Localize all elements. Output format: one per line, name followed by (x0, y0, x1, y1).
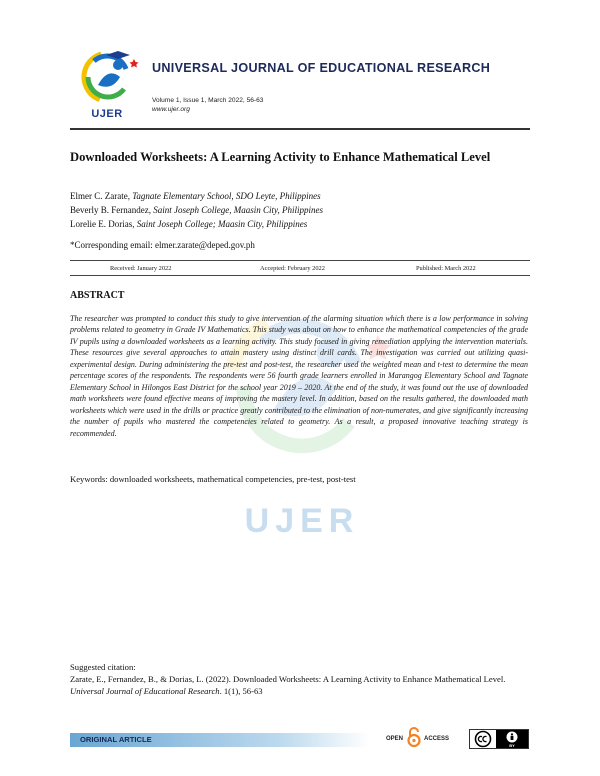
author-name: Elmer C. Zarate, (70, 191, 133, 201)
open-access-text-left: OPEN (386, 736, 404, 742)
dates-divider-top (70, 260, 530, 261)
creative-commons-icon (470, 730, 496, 748)
journal-title: UNIVERSAL JOURNAL OF EDUCATIONAL RESEARCH (152, 61, 491, 75)
received-date: Received: January 2022 (110, 265, 172, 272)
author-line (70, 219, 307, 229)
citation-label: Suggested citation: (70, 662, 136, 672)
abstract-heading: ABSTRACT (70, 290, 125, 301)
citation-plain: Zarate, E., Fernandez, B., & Dorias, L. (2022). Downloaded Worksheets: A Learning Activity to Enhance Mathematical Level. (70, 674, 506, 684)
dates-divider-bottom (70, 275, 530, 276)
abstract-body: The researcher was prompted to conduct this study to give intervention of the alarming situation which there is a low performance in solving problems related to geometry in Grade IV Mathematics. This study was about on how to enhance the mathematical competencies of the grade IV pupils using a downloaded worksheets as a learning activity. This study focused in giving remediation applying the intervention materials. These resources give several approaches to attain mastery using distinct drill cards. The investigation was carried out utilizing quasi-experimental design. During administering the pre-test and post-test, the researcher used the weighted mean and t-test to determine the mean percentage scores of the respondents. The respondents were 56 fourth grade learners enrolled in Marangog Elementary School and Tagnate Elementary School in Hilongos East District for the school year 2019 – 2020. At the end of the study, it was found out the use of downloaded math worksheets were found effective means of improving the mastery level. In addition, based on the results gathered, the downloaded math worksheets which were used in the drills or practice greatly contributed to the elimination of non-numerates, and give significantly increasing the number of pupils who mastered the competencies related to geometry. As a result, a proposed innovative teaching strategy is recommended. (70, 314, 528, 438)
author-affiliation: Saint Joseph College, Maasin City, Philippines (153, 205, 323, 215)
accepted-date: Accepted: February 2022 (260, 265, 325, 272)
citation-journal: Universal Journal of Educational Research (70, 686, 220, 696)
cc-panel (470, 730, 496, 748)
author-affiliation: Saint Joseph College; Maasin City, Philippines (136, 219, 308, 229)
author-name: Beverly B. Fernandez, (70, 205, 154, 215)
open-access-lock-icon (406, 727, 422, 747)
watermark-text: UJER (244, 502, 360, 540)
citation-text (70, 673, 535, 697)
open-access-text-right: ACCESS (424, 736, 450, 742)
header-divider (70, 128, 530, 130)
author-line (70, 191, 321, 201)
volume-info: Volume 1, Issue 1, March 2022, 56-63 (152, 97, 264, 104)
author-line (70, 205, 323, 215)
journal-website-link[interactable]: www.ujer.org (152, 106, 190, 113)
cc-by-label: BY (509, 743, 515, 748)
keywords: Keywords: downloaded worksheets, mathematical competencies, pre-test, post-test (70, 474, 356, 484)
paper-title: Downloaded Worksheets: A Learning Activity to Enhance Mathematical Level (70, 150, 491, 164)
corresponding-email: *Corresponding email: elmer.zarate@deped.gov.ph (70, 240, 255, 250)
published-date: Published: March 2022 (416, 265, 476, 272)
logo-text: UJER (91, 108, 123, 120)
attribution-person-icon (496, 730, 528, 744)
author-name: Lorelie E. Dorias, (70, 219, 137, 229)
citation-tail: . 1(1), 56-63 (219, 686, 263, 696)
article-type-label: ORIGINAL ARTICLE (80, 735, 152, 744)
author-affiliation: Tagnate Elementary School, SDO Leyte, Philippines (132, 191, 321, 201)
cc-by-license-badge[interactable] (469, 729, 529, 749)
